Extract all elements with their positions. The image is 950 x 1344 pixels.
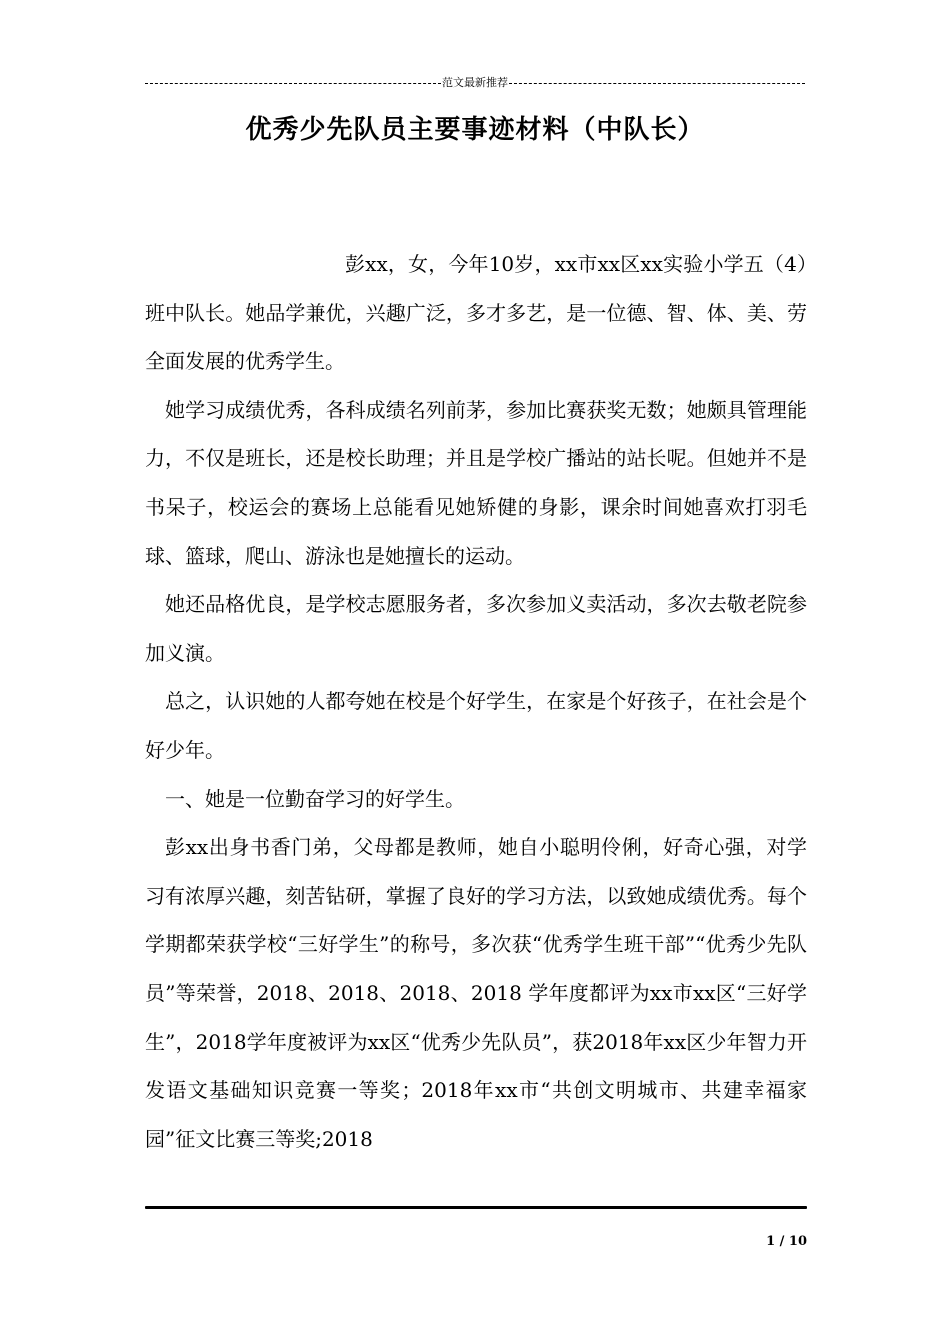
paragraph-2: 她学习成绩优秀，各科成绩名列前茅，参加比赛获奖无数；她颇具管理能力，不仅是班长，还是校长助理；并且是学校广播站的站长呢。但她并不是书呆子，校运会的赛场上总能看见她矫健的身影，课余时间她喜欢打羽毛球、篮球，爬山、游泳也是她擅长的运动。	[145, 397, 807, 568]
paragraph-5: 彭xx出身书香门弟，父母都是教师，她自小聪明伶俐，好奇心强，对学习有浓厚兴趣，刻苦钻研，掌握了良好的学习方法，以致她成绩优秀。每个学期都荣获学校“三好学生”的称号，多次获“优秀学生班干部”“优秀少先队员”等荣誉，2018、2018、2018、2018 学年度都评为xx市xx区“三好学生”，2018学年度被评为xx区“优秀少先队员”，获2018年xx区少年智力开发语文基础知识竞赛一等奖；2018年xx市“共创文明城市、共建幸福家园”征文比赛三等奖;2018	[145, 835, 807, 1151]
header-dashes-right	[509, 83, 805, 84]
document-title: 优秀少先队员主要事迹材料（中队长）	[245, 115, 705, 145]
header-dashes-left	[145, 83, 441, 84]
paragraph-4: 总之，认识她的人都夸她在校是个好学生，在家是个好孩子，在社会是个好少年。	[145, 689, 807, 762]
footer-rule	[145, 1206, 807, 1209]
paragraph-1: 彭xx，女，今年10岁，xx市xx区xx实验小学五（4）班中队长。她品学兼优，兴趣广泛，多才多艺，是一位德、智、体、美、劳全面发展的优秀学生。	[145, 252, 807, 374]
paragraph-3: 她还品格优良，是学校志愿服务者，多次参加义卖活动，多次去敬老院参加义演。	[145, 592, 807, 665]
header-label: 范文最新推荐	[442, 76, 508, 89]
document-body	[145, 240, 807, 1163]
section-heading-1: 一、她是一位勤奋学习的好学生。	[165, 786, 465, 811]
page-number: 1 / 10	[766, 1234, 807, 1249]
page-header	[145, 74, 805, 92]
